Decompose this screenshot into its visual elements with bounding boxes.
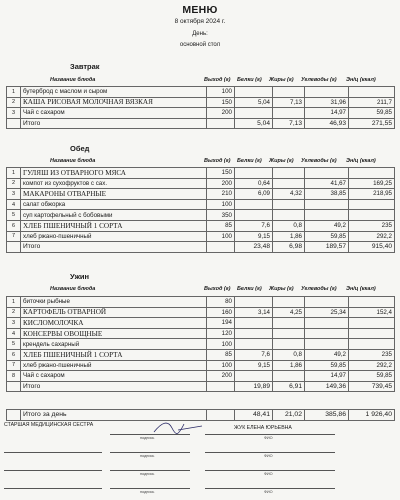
dish-fat: 0,8 [273,220,305,231]
row-index: 1 [7,168,21,179]
row-index: 4 [7,328,21,339]
day-label: День: [192,31,208,37]
dish-energy [349,297,395,308]
row-index: 8 [7,371,21,382]
dinner-table [6,296,395,392]
col-carbs: Углеводы (г) [301,158,337,164]
dish-name: хлеб ржано-пшеничный [21,231,207,242]
dinner-title: Ужин [70,272,90,281]
dish-protein [235,108,273,119]
dish-protein: 6,09 [235,189,273,200]
col-fat: Жиры (г) [269,158,294,164]
signature-caption: подпись [140,472,155,476]
dish-output: 150 [207,168,235,179]
col-name: Название блюда [50,286,96,292]
dish-carbs [305,87,349,98]
dish-protein: 7,6 [235,220,273,231]
row-index: 1 [7,297,21,308]
day-total-energy: 1 926,40 [349,410,395,421]
dish-fat [273,339,305,350]
breakfast-total-row [7,118,395,129]
dish-name: МАКАРОНЫ ОТВАРНЫЕ [21,189,207,200]
total-label: Итого [21,381,207,392]
dish-fat [273,108,305,119]
dish-fat [273,328,305,339]
nurse-name: ЖУК ЕЛЕНА ЮРЬЕВНА [234,425,292,431]
dish-carbs [305,328,349,339]
dish-name: суп картофельный с бобовыми [21,210,207,221]
dish-carbs: 49,2 [305,349,349,360]
dish-carbs [305,199,349,210]
col-name: Название блюда [50,158,96,164]
breakfast-column-header [6,76,394,85]
dish-output: 85 [207,349,235,360]
dish-name: компот из сухофруктов с сах. [21,178,207,189]
signature-area [0,422,400,500]
total-protein: 23,48 [235,242,273,253]
dish-energy [349,318,395,329]
table-row [7,360,395,371]
table-row [7,189,395,200]
dish-name: КИСЛОМОЛОЧКА [21,318,207,329]
dish-name: Чай с сахаром [21,371,207,382]
menu-date: 8 октября 2024 г. [174,18,226,25]
dish-fat: 0,8 [273,349,305,360]
row-index: 5 [7,210,21,221]
dish-name: биточки рыбные [21,297,207,308]
row-index: 2 [7,178,21,189]
signature-mark [148,418,208,438]
lunch-table [6,167,395,253]
day-total-protein: 48,41 [235,410,273,421]
dish-fat [273,199,305,210]
total-fat: 6,98 [273,242,305,253]
total-protein: 19,89 [235,381,273,392]
dish-name: салат обжорка [21,199,207,210]
dish-carbs: 49,2 [305,220,349,231]
lunch-total-row [7,242,395,253]
dish-energy [349,328,395,339]
dish-protein: 0,64 [235,178,273,189]
dish-output: 194 [207,318,235,329]
dish-name: крендель сахарный [21,339,207,350]
dish-protein: 9,15 [235,360,273,371]
dish-protein [235,168,273,179]
table-row [7,108,395,119]
row-index: 2 [7,307,21,318]
dish-protein [235,210,273,221]
dish-name: КАРТОФЕЛЬ ОТВАРНОЙ [21,307,207,318]
dish-output: 200 [207,108,235,119]
col-energy: Эн/ц (ккал) [346,286,376,292]
dish-fat [273,87,305,98]
total-protein: 5,04 [235,118,273,129]
dish-energy: 218,95 [349,189,395,200]
dish-fat [273,318,305,329]
dish-energy: 235 [349,220,395,231]
day-total-label: Итого за день [21,410,207,421]
lunch-column-header [6,157,394,166]
total-carbs: 46,93 [305,118,349,129]
dish-energy: 59,85 [349,108,395,119]
signature-caption: подпись [140,490,155,494]
total-energy: 271,55 [349,118,395,129]
dish-output: 80 [207,297,235,308]
dish-fat: 4,32 [273,189,305,200]
dish-carbs: 14,97 [305,108,349,119]
dish-output: 85 [207,220,235,231]
dish-carbs [305,297,349,308]
dish-energy [349,168,395,179]
col-energy: Эн/ц (ккал) [346,77,376,83]
dinner-column-header [6,285,394,294]
dish-name: КАША РИСОВАЯ МОЛОЧНАЯ ВЯЗКАЯ [21,97,207,108]
col-output: Выход (г) [204,77,231,83]
dish-name: ХЛЕБ ПШЕНИЧНЫЙ 1 СОРТА [21,349,207,360]
col-carbs: Углеводы (г) [301,77,337,83]
row-index: 3 [7,108,21,119]
dish-name: КОНСЕРВЫ ОВОЩНЫЕ [21,328,207,339]
dish-energy [349,210,395,221]
dish-energy: 152,4 [349,307,395,318]
dish-fat: 4,25 [273,307,305,318]
day-total-carbs: 385,86 [305,410,349,421]
dish-carbs [305,168,349,179]
dish-energy: 292,2 [349,231,395,242]
col-name: Название блюда [50,77,96,83]
dish-fat [273,297,305,308]
fio-caption: ФИО [264,436,273,440]
table-row [7,97,395,108]
dish-carbs [305,210,349,221]
dish-carbs: 14,97 [305,371,349,382]
dish-energy: 292,2 [349,360,395,371]
row-index: 3 [7,318,21,329]
dish-protein [235,328,273,339]
dish-protein: 7,6 [235,349,273,360]
col-energy: Эн/ц (ккал) [346,158,376,164]
table-row [7,297,395,308]
dish-output: 350 [207,210,235,221]
dish-carbs: 25,34 [305,307,349,318]
dish-energy [349,87,395,98]
col-output: Выход (г) [204,286,231,292]
dish-energy: 59,85 [349,371,395,382]
table-row [7,307,395,318]
total-energy: 915,40 [349,242,395,253]
page-title: МЕНЮ [182,4,218,16]
dish-protein [235,297,273,308]
fio-caption: ФИО [264,490,273,494]
dish-fat [273,168,305,179]
total-carbs: 149,36 [305,381,349,392]
signature-caption: подпись [140,454,155,458]
dish-fat [273,178,305,189]
dish-name: бутерброд с маслом и сыром [21,87,207,98]
dish-output: 100 [207,231,235,242]
table-type: основной стол [179,42,221,48]
total-label: Итого [21,242,207,253]
dish-energy [349,199,395,210]
dish-name: ХЛЕБ ПШЕНИЧНЫЙ 1 СОРТА [21,220,207,231]
dish-fat [273,371,305,382]
dish-carbs [305,339,349,350]
dish-carbs [305,318,349,329]
dish-name: хлеб ржано-пшеничный [21,360,207,371]
dish-protein [235,339,273,350]
row-index: 7 [7,231,21,242]
table-row [7,371,395,382]
dish-carbs: 38,85 [305,189,349,200]
row-index: 6 [7,349,21,360]
dish-output: 200 [207,371,235,382]
dish-output: 100 [207,199,235,210]
row-index: 6 [7,220,21,231]
dish-fat: 1,86 [273,231,305,242]
day-total-fat: 21,02 [273,410,305,421]
table-row [7,168,395,179]
dish-output: 100 [207,360,235,371]
table-row [7,210,395,221]
col-carbs: Углеводы (г) [301,286,337,292]
col-protein: Белки (г) [237,158,262,164]
dish-carbs: 31,96 [305,97,349,108]
dish-protein: 5,04 [235,97,273,108]
table-row [7,178,395,189]
dish-energy [349,339,395,350]
fio-caption: ФИО [264,454,273,458]
breakfast-title: Завтрак [70,62,100,71]
lunch-title: Обед [70,144,90,153]
total-label: Итого [21,118,207,129]
dish-output: 120 [207,328,235,339]
dish-carbs: 59,85 [305,360,349,371]
row-index: 7 [7,360,21,371]
dish-energy: 211,7 [349,97,395,108]
dish-carbs: 59,85 [305,231,349,242]
table-row [7,87,395,98]
table-row [7,220,395,231]
dish-name: ГУЛЯШ ИЗ ОТВАРНОГО МЯСА [21,168,207,179]
dish-protein: 9,15 [235,231,273,242]
dish-energy: 235 [349,349,395,360]
dish-output: 200 [207,178,235,189]
total-carbs: 189,57 [305,242,349,253]
nurse-position: СТАРШАЯ МЕДИЦИНСКАЯ СЕСТРА [4,422,94,428]
col-output: Выход (г) [204,158,231,164]
table-row [7,349,395,360]
dish-fat [273,210,305,221]
table-row [7,328,395,339]
row-index: 1 [7,87,21,98]
row-index: 4 [7,199,21,210]
dish-protein [235,318,273,329]
dish-name: Чай с сахаром [21,108,207,119]
col-protein: Белки (г) [237,286,262,292]
table-row [7,199,395,210]
col-fat: Жиры (г) [269,77,294,83]
table-row [7,231,395,242]
dish-output: 100 [207,339,235,350]
signature-caption: подпись [140,436,155,440]
row-index: 2 [7,97,21,108]
dish-output: 150 [207,97,235,108]
table-row [7,318,395,329]
dish-protein [235,199,273,210]
dish-protein [235,87,273,98]
row-index: 5 [7,339,21,350]
col-protein: Белки (г) [237,77,262,83]
total-fat: 7,13 [273,118,305,129]
dish-fat: 7,13 [273,97,305,108]
dish-energy: 169,25 [349,178,395,189]
dish-output: 210 [207,189,235,200]
dish-protein: 3,14 [235,307,273,318]
dinner-total-row [7,381,395,392]
col-fat: Жиры (г) [269,286,294,292]
row-index: 3 [7,189,21,200]
total-fat: 6,91 [273,381,305,392]
breakfast-table [6,86,395,129]
total-energy: 739,45 [349,381,395,392]
dish-protein [235,371,273,382]
table-row [7,339,395,350]
fio-caption: ФИО [264,472,273,476]
dish-fat: 1,86 [273,360,305,371]
dish-output: 160 [207,307,235,318]
dish-carbs: 41,67 [305,178,349,189]
dish-output: 100 [207,87,235,98]
